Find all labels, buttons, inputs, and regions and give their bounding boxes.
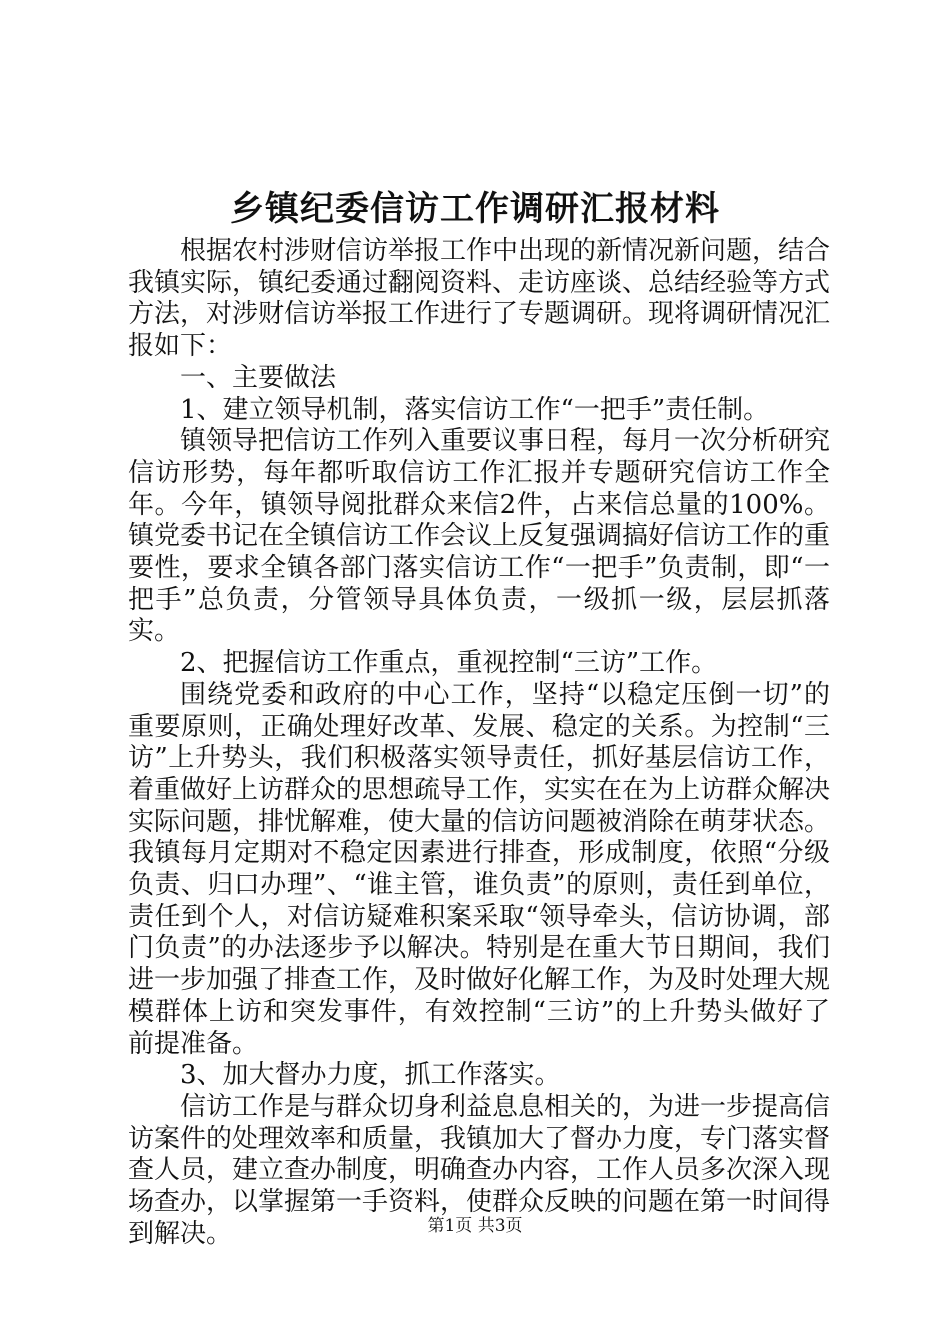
document-title: 乡镇纪委信访工作调研汇报材料 <box>230 189 720 229</box>
paragraph-key-points: 围绕党委和政府的中心工作，坚持“以稳定压倒一切”的重要原则，正确处理好改革、发展、稳定的关系。为控制“三访”上升势头，我们积极落实领导责任，抓好基层信访工作，着重做好上访群众的思想疏导工作，实实在在为上访群众解决实际问题，排忧解难，使大量的信访问题被消除在萌芽状态。我镇每月定期对不稳定因素进行排查，形成制度，依照“分级负责、归口办理”、“谁主管，谁负责”的原则，责任到单位，责任到个人，对信访疑难积案采取“领导牵头，信访协调，部门负责”的办法逐步予以解决。特别是在重大节日期间，我们进一步加强了排查工作，及时做好化解工作，为及时处理大规模群体上访和突发事件，有效控制“三访”的上升势头做好了前提准备。 <box>128 679 831 1059</box>
document-body <box>128 236 830 1251</box>
paragraph-leadership-mechanism: 镇领导把信访工作列入重要议事日程，每月一次分析研究信访形势，每年都听取信访工作汇报并专题研究信访工作全年。今年，镇领导阅批群众来信2件，占来信总量的100%。镇党委书记在全镇信访工作会议上反复强调搞好信访工作的重要性，要求全镇各部门落实信访工作“一把手”负责制，即“一把手”总负责，分管领导具体负责，一级抓一级，层层抓落实。 <box>128 426 831 647</box>
paragraph-supervision: 信访工作是与群众切身利益息息相关的，为进一步提高信访案件的处理效率和质量，我镇加大了督办力度，专门落实督查人员，建立查办制度，明确查办内容，工作人员多次深入现场查办，以掌握第一手资料，使群众反映的问题在第一时间得到解决。 <box>128 1091 831 1249</box>
section-heading-main-practices: 一、主要做法 <box>180 362 337 393</box>
intro-paragraph: 根据农村涉财信访举报工作中出现的新情况新问题，结合我镇实际，镇纪委通过翻阅资料、走访座谈、总结经验等方式方法，对涉财信访举报工作进行了专题调研。现将调研情况汇报如下： <box>128 236 831 362</box>
subheading-supervision: 3、加大督办力度，抓工作落实。 <box>180 1060 561 1091</box>
subheading-key-points: 2、把握信访工作重点，重视控制“三访”工作。 <box>180 648 718 679</box>
page-number-footer: 第1页 共3页 <box>427 1216 523 1236</box>
subheading-leadership-mechanism: 1、建立领导机制，落实信访工作“一把手”责任制。 <box>180 394 770 425</box>
